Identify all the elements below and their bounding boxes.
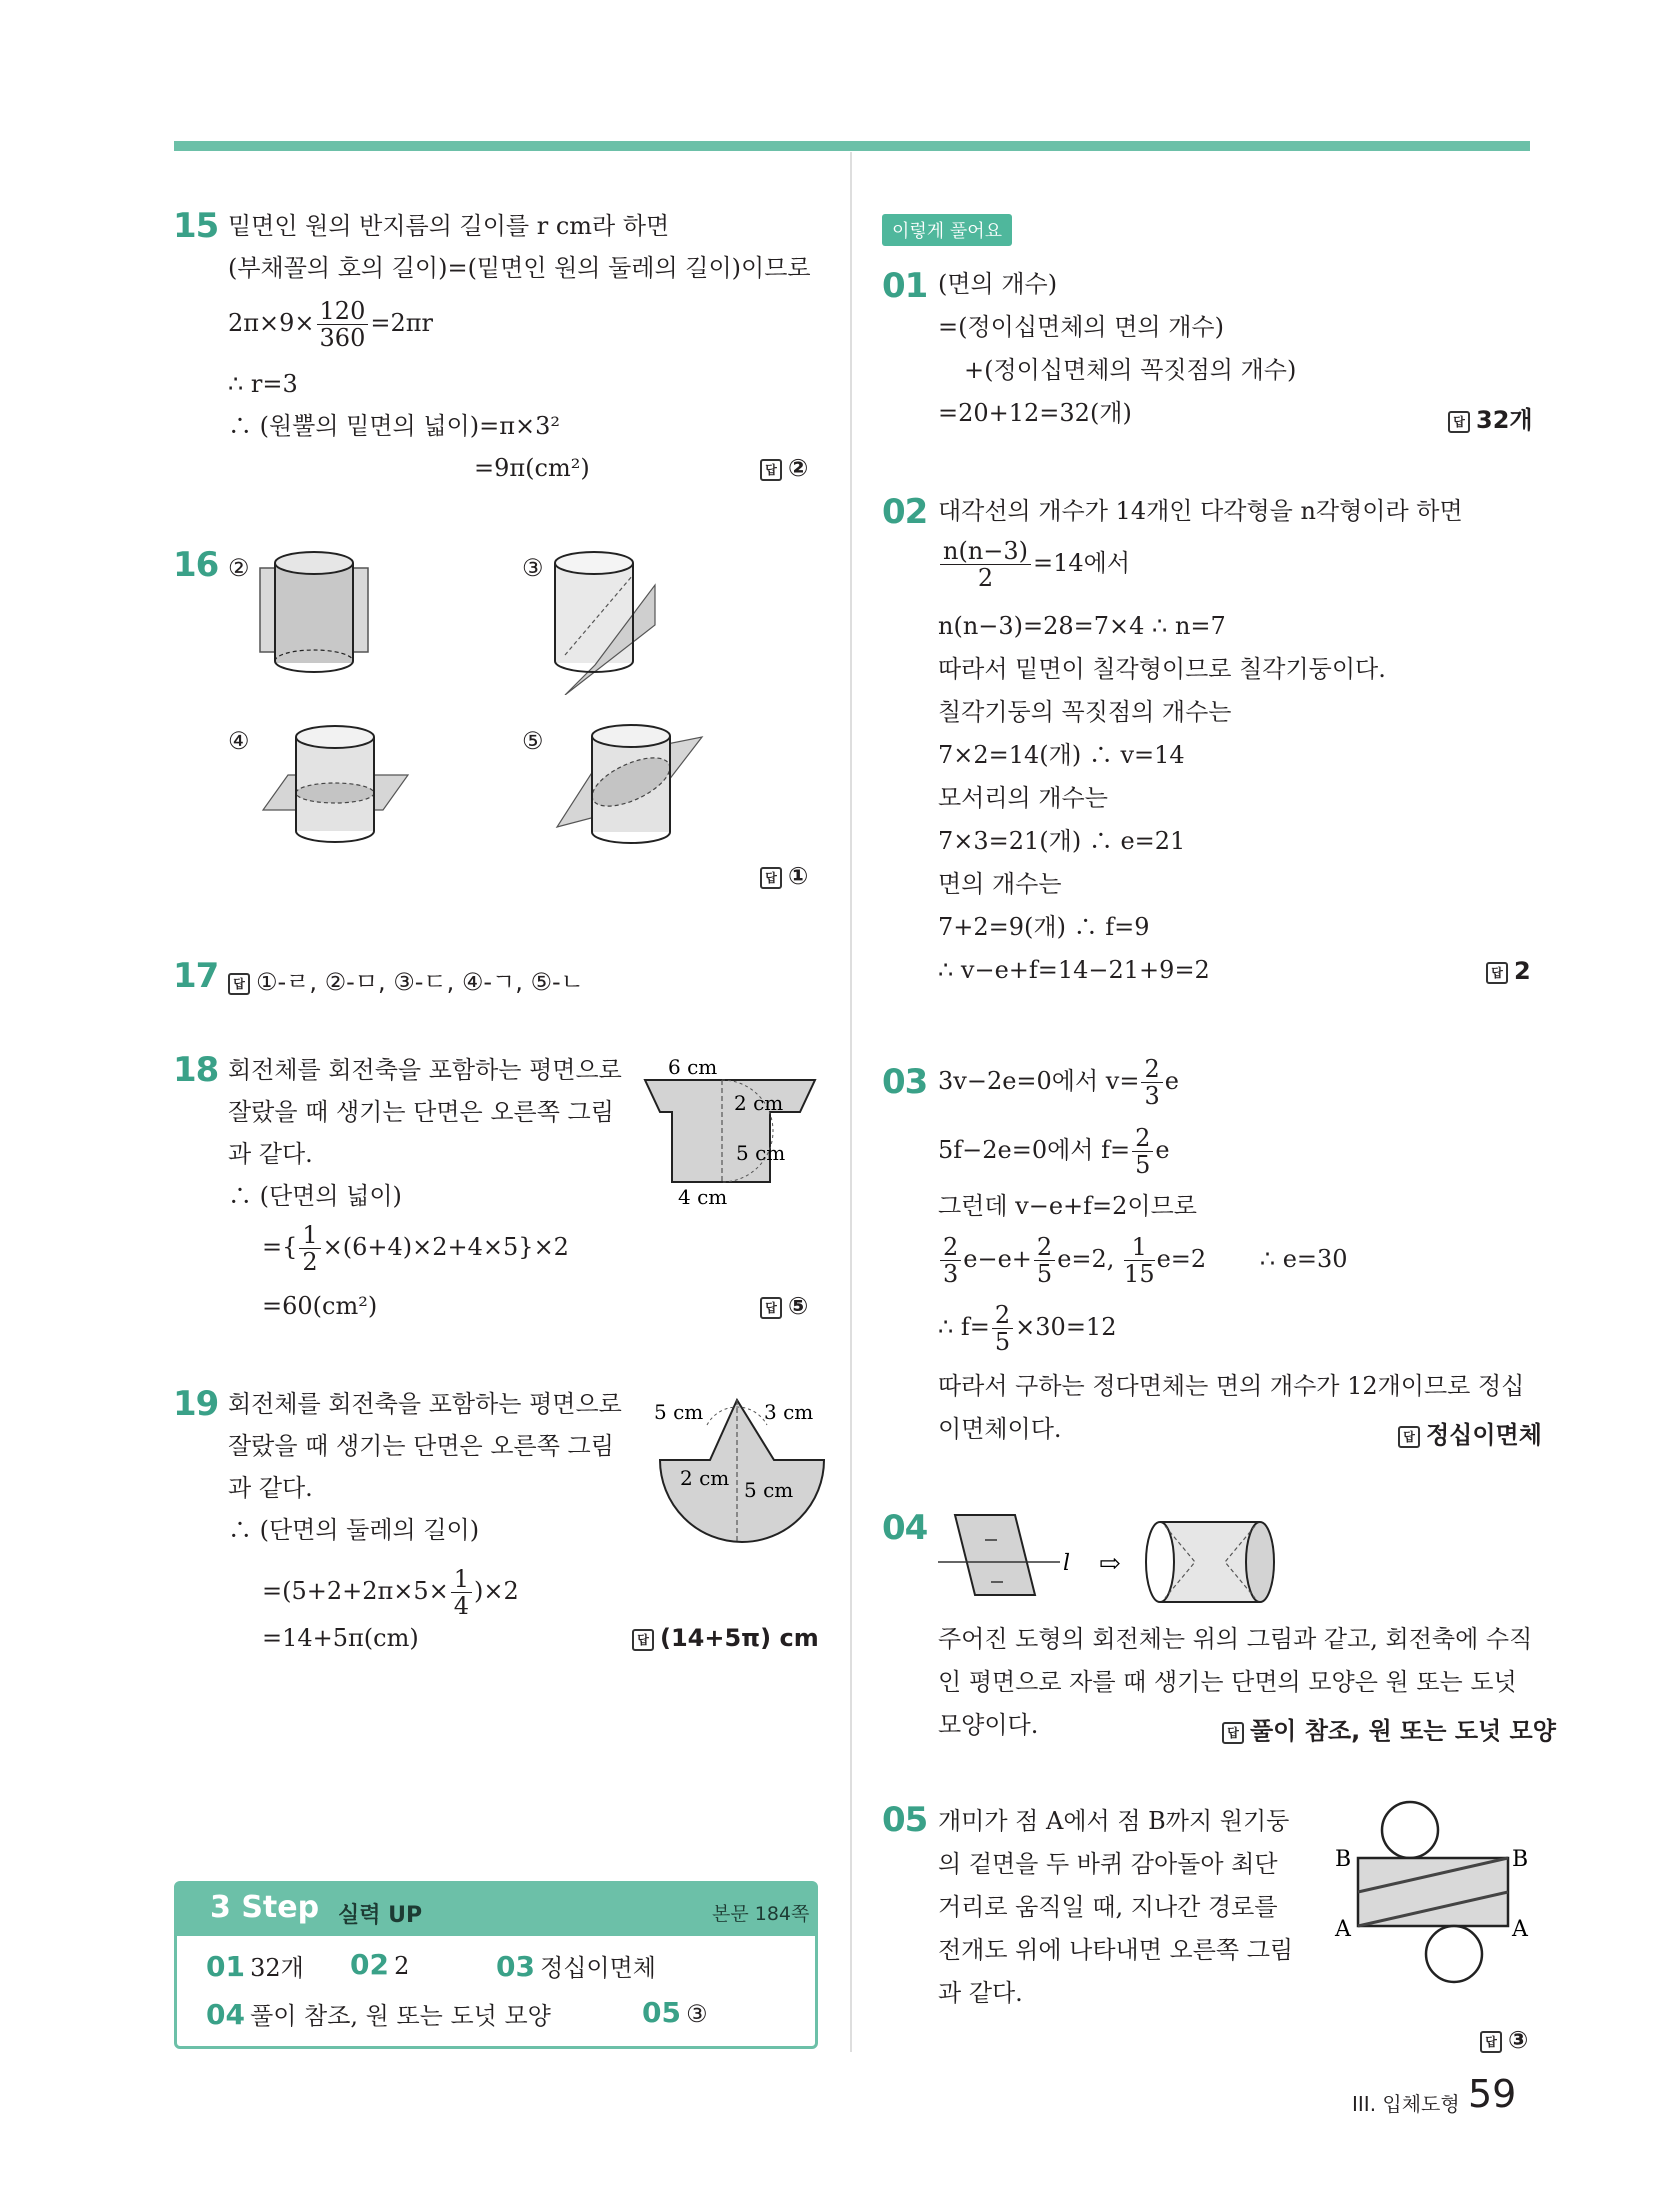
fraction-120-360: $\frac{120}{360}$	[317, 298, 369, 351]
problem-17-answer: 답 ①-ㄹ, ②-ㅁ, ③-ㄷ, ④-ㄱ, ⑤-ㄴ	[228, 962, 584, 997]
solution-03-number: 03	[882, 1062, 928, 1102]
solution-02-line4: 따라서 밑면이 칠각형이므로 칠각기둥이다.	[938, 655, 1386, 683]
arrow-right-icon: ⇨	[1099, 1549, 1121, 1579]
answer-mark-icon: 답	[1486, 962, 1508, 984]
footer-chapter: III. 입체도형	[1352, 2092, 1460, 2116]
solution-04-line2: 인 평면으로 자를 때 생기는 단면의 모양은 원 또는 도넛	[938, 1668, 1517, 1696]
point-a-left: A	[1335, 1917, 1351, 1942]
solution-02-line3: n(n−3)=28=7×4 ∴ n=7	[938, 612, 1226, 640]
solution-02-line10: 7+2=9(개) ∴ f=9	[938, 913, 1150, 941]
solution-03-line3: 그런데 v−e+f=2이므로	[938, 1192, 1197, 1220]
solution-02-line8: 7×3=21(개) ∴ e=21	[938, 827, 1186, 855]
solution-03-line2: 5f−2e=0에서 f= $\frac{2}{5}$ e	[938, 1124, 1170, 1179]
solution-01-line4: =20+12=32(개)	[938, 399, 1132, 427]
problem-18-line4: ∴ (단면의 넓이)	[228, 1182, 402, 1210]
solution-03-line1: 3v−2e=0에서 v= $\frac{2}{3}$ e	[938, 1055, 1179, 1110]
solution-01-line2: =(정이십면체의 면의 개수)	[938, 313, 1224, 341]
solution-01-answer: 답 32개	[1448, 400, 1533, 435]
solution-01-number: 01	[882, 266, 928, 306]
answer-mark-icon: 답	[228, 973, 250, 995]
solution-02-number: 02	[882, 492, 928, 532]
solution-02-line11: ∴ v−e+f=14−21+9=2	[938, 956, 1210, 984]
solution-05-number: 05	[882, 1800, 928, 1840]
point-b-right: B	[1512, 1847, 1529, 1872]
solution-05-line4: 전개도 위에 나타내면 오른쪽 그림	[938, 1936, 1294, 1964]
q19-label-inner: 2 cm	[680, 1466, 730, 1490]
solution-04-line3: 모양이다.	[938, 1711, 1039, 1739]
step-item-05: 05 ③	[642, 1996, 708, 2029]
step-item-01: 01 32개	[206, 1950, 304, 1983]
solution-03-line4: $\frac{2}{3}$ e−e+ $\frac{2}{5}$ e=2, $\frac{1}{15}$ e=2 ∴ e=30	[938, 1234, 1348, 1287]
solution-04-line1: 주어진 도형의 회전체는 위의 그림과 같고, 회전축에 수직	[938, 1625, 1533, 1653]
q16-label-3: ③	[522, 554, 544, 582]
problem-19-number: 19	[173, 1384, 219, 1424]
problem-15-line3: 2π×9× $\frac{120}{360}$ =2πr	[228, 297, 433, 352]
step-item-03: 03 정십이면체	[496, 1950, 656, 1983]
problem-15-line5: ∴ (원뿔의 밑면의 넓이)=π×3²	[228, 412, 560, 440]
answer-mark-icon: 답	[760, 459, 782, 481]
answer-mark-icon: 답	[760, 867, 782, 889]
q16-label-5: ⑤	[522, 727, 544, 755]
cylinder-cut-figure-3	[545, 545, 665, 695]
problem-18-line6: =60(cm²)	[262, 1292, 378, 1320]
solution-02-line6: 7×2=14(개) ∴ v=14	[938, 741, 1185, 769]
q19-label-right: 3 cm	[764, 1400, 814, 1424]
solution-03-line7: 이면체이다.	[938, 1415, 1062, 1443]
problem-18-line1: 회전체를 회전축을 포함하는 평면으로	[228, 1056, 622, 1084]
q18-label-bottom: 4 cm	[678, 1185, 728, 1209]
solution-02-line9: 면의 개수는	[938, 870, 1062, 898]
problem-17-number: 17	[173, 956, 219, 996]
solution-05-line1: 개미가 점 A에서 점 B까지 원기둥	[938, 1807, 1290, 1835]
q16-label-2: ②	[228, 554, 250, 582]
solution-04-answer: 답 풀이 참조, 원 또는 도넛 모양	[1222, 1711, 1556, 1746]
q16-label-4: ④	[228, 727, 250, 755]
cylinder-cut-figure-4	[258, 725, 418, 845]
problem-18-number: 18	[173, 1050, 219, 1090]
cylinder-cut-figure-2	[250, 548, 380, 678]
problem-18-line3: 과 같다.	[228, 1140, 313, 1168]
solution-02-line5: 칠각기둥의 꼭짓점의 개수는	[938, 698, 1232, 726]
rotation-figure	[935, 1500, 1285, 1615]
solution-05-line3: 거리로 움직일 때, 지나간 경로를	[938, 1893, 1278, 1921]
problem-19-line2: 잘랐을 때 생기는 단면은 오른쪽 그림	[228, 1432, 614, 1460]
solution-05-line2: 의 겉면을 두 바퀴 감아돌아 최단	[938, 1850, 1278, 1878]
cylinder-cut-figure-5	[552, 722, 707, 847]
step-item-04: 04 풀이 참조, 원 또는 도넛 모양	[206, 1998, 551, 2031]
problem-15-line1: 밑면인 원의 반지름의 길이를 r cm라 하면	[228, 212, 670, 240]
solution-badge: 이렇게 풀어요	[882, 214, 1012, 246]
step-item-02: 02 2	[350, 1948, 410, 1981]
problem-19-line6: =14+5π(cm)	[262, 1624, 419, 1652]
solution-02-line2: $\frac{n(n-3)}{2}$ =14에서	[938, 538, 1130, 591]
problem-15-line4: ∴ r=3	[228, 370, 298, 398]
top-accent-bar	[174, 141, 1530, 151]
q18-label-top: 6 cm	[668, 1055, 718, 1079]
problem-18-line5: ={ $\frac{1}{2}$ ×(6+4)×2+4×5}×2	[262, 1221, 569, 1276]
problem-16-answer: 답 ①	[760, 862, 808, 890]
point-a-right: A	[1512, 1917, 1528, 1942]
problem-15-number: 15	[173, 206, 219, 246]
step-logo: 3 Step	[210, 1890, 320, 1925]
solution-01-line1: (면의 개수)	[938, 270, 1058, 298]
solution-03-answer: 답 정십이면체	[1398, 1415, 1542, 1450]
axis-label: l	[1063, 1551, 1071, 1576]
problem-15-line2: (부채꼴의 호의 길이)=(밑면인 원의 둘레의 길이)이므로	[228, 254, 811, 282]
solution-03-line6: 따라서 구하는 정다면체는 면의 개수가 12개이므로 정십	[938, 1372, 1525, 1400]
step-title: 실력 UP	[338, 1903, 423, 1928]
problem-19-line3: 과 같다.	[228, 1474, 313, 1502]
answer-mark-icon: 답	[1448, 411, 1470, 433]
page-number: 59	[1468, 2072, 1517, 2116]
solution-02-answer: 답 2	[1486, 957, 1531, 985]
q18-label-right1: 2 cm	[734, 1091, 784, 1115]
problem-15-line6: =9π(cm²)	[474, 454, 590, 482]
problem-19-answer: 답 (14+5π) cm	[632, 1624, 819, 1652]
solution-05-line5: 과 같다.	[938, 1979, 1023, 2007]
problem-18-line2: 잘랐을 때 생기는 단면은 오른쪽 그림	[228, 1098, 614, 1126]
answer-mark-icon: 답	[760, 1297, 782, 1319]
q19-cross-section-figure	[652, 1385, 832, 1545]
problem-19-line5: =(5+2+2π×5× $\frac{1}{4}$ )×2	[262, 1565, 519, 1620]
cylinder-net-figure	[1330, 1800, 1530, 1990]
solution-01-line3: +(정이십면체의 꼭짓점의 개수)	[964, 356, 1297, 384]
solution-02-line7: 모서리의 개수는	[938, 784, 1108, 812]
solution-02-line1: 대각선의 개수가 14개인 다각형을 n각형이라 하면	[938, 497, 1463, 525]
solution-03-line5: ∴ f= $\frac{2}{5}$ ×30=12	[938, 1301, 1117, 1356]
answer-mark-icon: 답	[632, 1629, 654, 1651]
problem-15-answer: 답 ②	[760, 454, 808, 482]
column-divider	[850, 152, 852, 2052]
solution-05-answer: 답 ③	[1480, 2026, 1528, 2054]
q18-label-right2: 5 cm	[736, 1141, 786, 1165]
problem-16-number: 16	[173, 545, 219, 585]
solution-04-number: 04	[882, 1508, 928, 1548]
q19-label-radius: 5 cm	[744, 1478, 794, 1502]
answer-mark-icon: 답	[1222, 1722, 1244, 1744]
point-b-left: B	[1335, 1847, 1352, 1872]
answer-mark-icon: 답	[1398, 1426, 1420, 1448]
q18-cross-section-figure	[640, 1052, 825, 1212]
answer-mark-icon: 답	[1480, 2031, 1502, 2053]
step-page-ref: 본문 184쪽	[712, 1903, 810, 1925]
problem-19-line4: ∴ (단면의 둘레의 길이)	[228, 1516, 480, 1544]
problem-18-answer: 답 ⑤	[760, 1292, 808, 1320]
problem-19-line1: 회전체를 회전축을 포함하는 평면으로	[228, 1390, 622, 1418]
q19-label-left: 5 cm	[654, 1400, 704, 1424]
